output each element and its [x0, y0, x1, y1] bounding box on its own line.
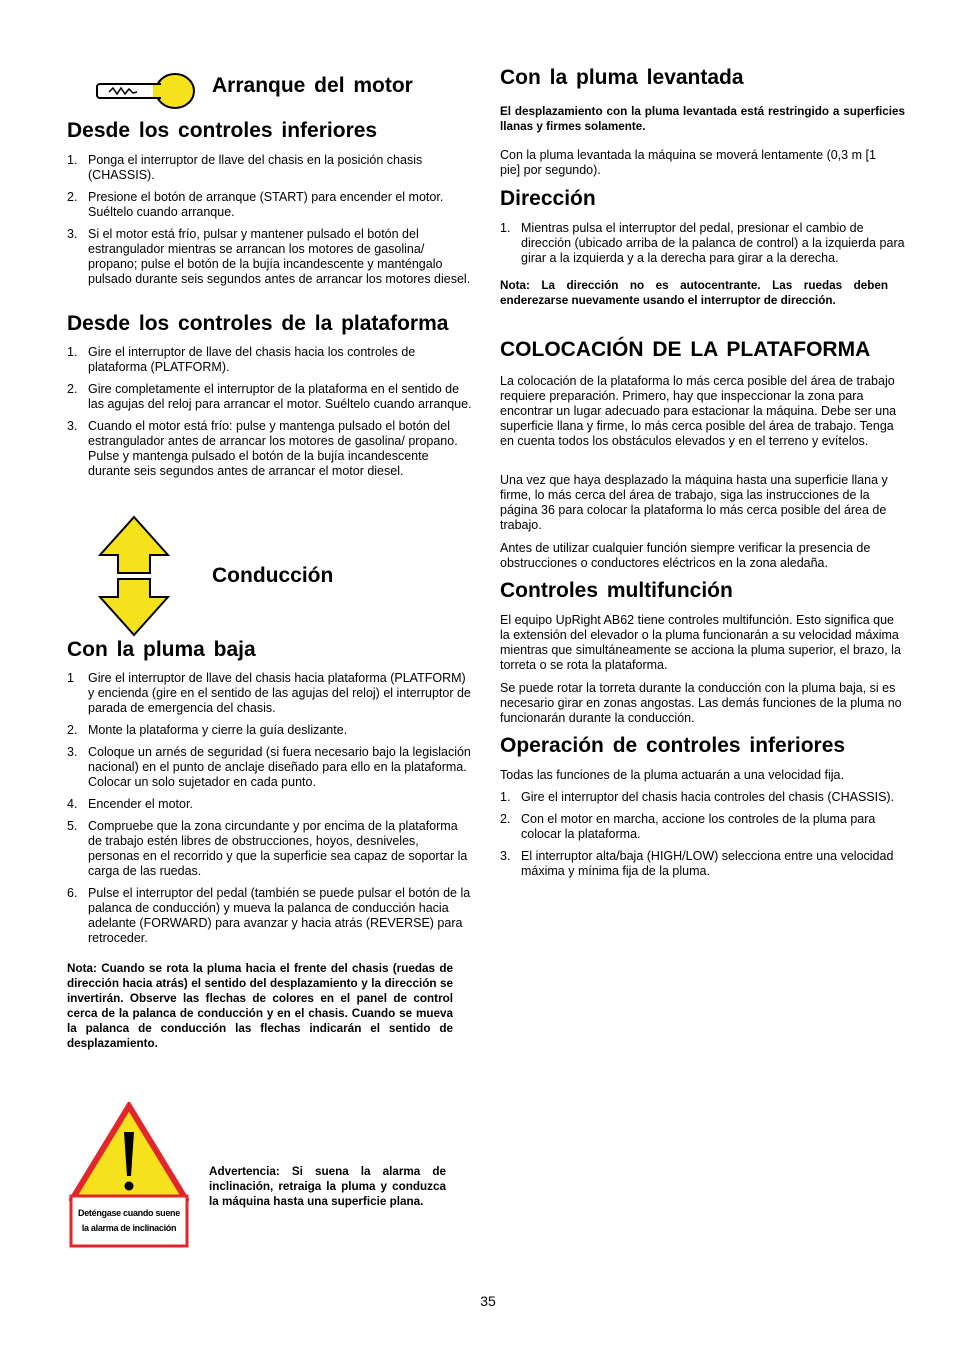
list-item-number: 5. [67, 819, 78, 833]
multifuncion-p2: Se puede rotar la torreta durante la conducción con la pluma baja, si es necesario girar en zonas angostas. Las demás funciones de la pluma no funcionarán durante la conducción. [500, 681, 902, 725]
warning-text: Advertencia: Si suena la alarma de inclinación, retraiga la pluma y conduzca la máquina hasta una superficie plana. [209, 1165, 446, 1208]
list-item-number: 2. [67, 723, 78, 737]
list-item [67, 227, 472, 287]
plataforma-title: Desde los controles de la plataforma [67, 312, 449, 335]
warning-label [71, 1206, 187, 1236]
list-item [500, 812, 905, 842]
list-item-text: Compruebe que la zona circundante y por encima de la plataforma de trabajo estén libres de obstrucciones, hoyos, desniveles, personas en el recorrido y que la superficie sea capaz de soportar la carga de las ruedas. [88, 819, 468, 878]
list-item-number: 3. [500, 849, 511, 863]
list-item [67, 819, 472, 879]
list-item-text: Encender el motor. [88, 797, 193, 811]
list-item-text: Gire completamente el interruptor de la plataforma en el sentido de las agujas del reloj para arrancar el motor. Suéltelo cuando arranque. [88, 382, 472, 411]
list-item-number: 3. [67, 227, 78, 241]
list-item-text: Monte la plataforma y cierre la guía deslizante. [88, 723, 348, 737]
multifuncion-p1: El equipo UpRight AB62 tiene controles multifunción. Esto significa que la extensión del elevador o la pluma funcionarán a su velocidad máxima mientras que simultáneamente se acciona la pluma superior, el brazo, la torreta o se rota la plataforma. [500, 613, 901, 672]
list-item [67, 345, 472, 375]
list-item-text: Con el motor en marcha, accione los controles de la pluma para colocar la plataforma. [521, 812, 876, 841]
levantada-text: Con la pluma levantada la máquina se moverá lentamente (0,3 m [1 pie] por segundo). [500, 148, 876, 177]
levantada-title: Con la pluma levantada [500, 66, 744, 89]
list-item-text: Mientras pulsa el interruptor del pedal, presionar el cambio de dirección (ubicado arriba de la palanca de control) a la izquierda para girar a la izquierda y a la derecha para girar a la derecha. [521, 221, 905, 265]
list-item-number: 2. [500, 812, 511, 826]
operacion-p: Todas las funciones de la pluma actuarán a una velocidad fija. [500, 768, 844, 782]
nota-paragraph: Nota: Cuando se rota la pluma hacia el frente del chasis (ruedas de dirección hacia atrás) el sentido del desplazamiento y la dirección se invertirán. Observe las flechas de colores en el panel de control cerca de la palanca de conducción y en el chasis. Cuando se mueva la palanca de conducción las flechas indicarán el sentido de desplazamiento. [67, 962, 453, 1050]
list-item [67, 745, 472, 790]
list-item-number: 2. [67, 190, 78, 204]
list-item [500, 790, 905, 805]
list-item [67, 419, 472, 479]
list-item-number: 3. [67, 419, 78, 433]
list-item-text: Presione el botón de arranque (START) para encender el motor. Suéltelo cuando arranque. [88, 190, 444, 219]
direccion-nota: Nota: La dirección no es autocentrante. Las ruedas deben enderezarse nuevamente usando el interruptor de dirección. [500, 279, 888, 307]
inferiores-title: Desde los controles inferiores [67, 119, 378, 142]
key-icon [95, 72, 197, 112]
colocacion-p1: La colocación de la plataforma lo más cerca posible del área de trabajo requiere preparación. Primero, hay que inspeccionar la zona para encontrar un lugar adecuado para estacionar la máquina. Debe ser una superficie llana y firme, lo más cerca posible del área de trabajo. Tenga en cuenta todos los obstáculos elevados y en el terreno y evítelos. [500, 374, 897, 448]
list-item [67, 671, 472, 716]
warning-label-line-1: Deténgase cuando suene [78, 1208, 180, 1218]
list-item-text: Si el motor está frío, pulsar y mantener pulsado el botón del estrangulador mientras se arrancan los motores de gasolina/ propano; pulse el botón de la bujía incandescente y manténgalo pulsado durante seis segundos antes de arrancar los motores diesel. [88, 227, 471, 286]
direccion-title: Dirección [500, 187, 596, 210]
list-item [500, 849, 905, 879]
list-item-number: 1. [500, 790, 511, 804]
list-item-number: 1 [67, 671, 74, 685]
list-item-text: El interruptor alta/baja (HIGH/LOW) selecciona entre una velocidad máxima y mínima fija de la pluma. [521, 849, 894, 878]
conduccion-title: Conducción [212, 564, 334, 587]
list-item-number: 2. [67, 382, 78, 396]
list-item [67, 886, 472, 946]
plataforma-list [67, 345, 472, 486]
list-item [67, 382, 472, 412]
list-item-text: Cuando el motor está frío: pulse y mantenga pulsado el botón del estrangulador antes de arrancar los motores de gasolina/ propano. Pulse y mantenga pulsado el botón de la bujía incandescente durante seis segundos antes de arrancar el motor diesel. [88, 419, 458, 478]
list-item-text: Gire el interruptor de llave del chasis hacia los controles de plataforma (PLATFORM). [88, 345, 416, 374]
list-item-number: 1. [67, 345, 78, 359]
warning-label-line-2: la alarma de inclinación [81, 1223, 177, 1233]
list-item-number: 1. [500, 221, 511, 235]
list-item-text: Gire el interruptor de llave del chasis hacia plataforma (PLATFORM) y encienda (gire en el sentido de las agujas del reloj) el interruptor de parada de emergencia del chasis. [88, 671, 471, 715]
list-item [67, 153, 472, 183]
list-item-text: Ponga el interruptor de llave del chasis en la posición chasis (CHASSIS). [88, 153, 423, 182]
arranque-title: Arranque del motor [212, 74, 413, 97]
operacion-list [500, 790, 905, 886]
operacion-title: Operación de controles inferiores [500, 734, 846, 757]
pluma-baja-list [67, 671, 472, 953]
list-item-text: Pulse el interruptor del pedal (también se puede pulsar el botón de la palanca de conducción) y mueva la palanca de conducción hacia adelante (FORWARD) para avanzar y hacia atrás (REVERSE) para retroceder. [88, 886, 471, 945]
multifuncion-title: Controles multifunción [500, 579, 733, 602]
list-item-text: Coloque un arnés de seguridad (si fuera necesario bajo la legislación nacional) en el punto de anclaje diseñado para ello en la plataforma. Colocar un solo sujetador en cada punto. [88, 745, 471, 789]
up-down-arrows-icon [98, 515, 170, 637]
list-item-number: 1. [67, 153, 78, 167]
list-item [500, 221, 905, 266]
inferiores-list [67, 153, 472, 294]
list-item-number: 6. [67, 886, 78, 900]
levantada-bold: El desplazamiento con la pluma levantada está restringido a superficies llanas y firmes solamente. [500, 105, 905, 133]
list-item-text: Gire el interruptor del chasis hacia controles del chasis (CHASSIS). [521, 790, 895, 804]
list-item-number: 4. [67, 797, 78, 811]
colocacion-p3: Antes de utilizar cualquier función siempre verificar la presencia de obstrucciones o conductores eléctricos en la zona aledaña. [500, 541, 871, 570]
list-item [67, 723, 472, 738]
colocacion-title: COLOCACIÓN DE LA PLATAFORMA [500, 338, 871, 361]
page-number: 35 [480, 1293, 496, 1309]
list-item-number: 3. [67, 745, 78, 759]
pluma-baja-title: Con la pluma baja [67, 638, 256, 661]
direccion-list [500, 221, 905, 273]
list-item [67, 797, 472, 812]
colocacion-p2: Una vez que haya desplazado la máquina hasta una superficie llana y firme, lo más cerca del área de trabajo, siga las instrucciones de la página 36 para colocar la plataforma lo más cerca posible del área de trabajo. [500, 473, 888, 532]
list-item [67, 190, 472, 220]
